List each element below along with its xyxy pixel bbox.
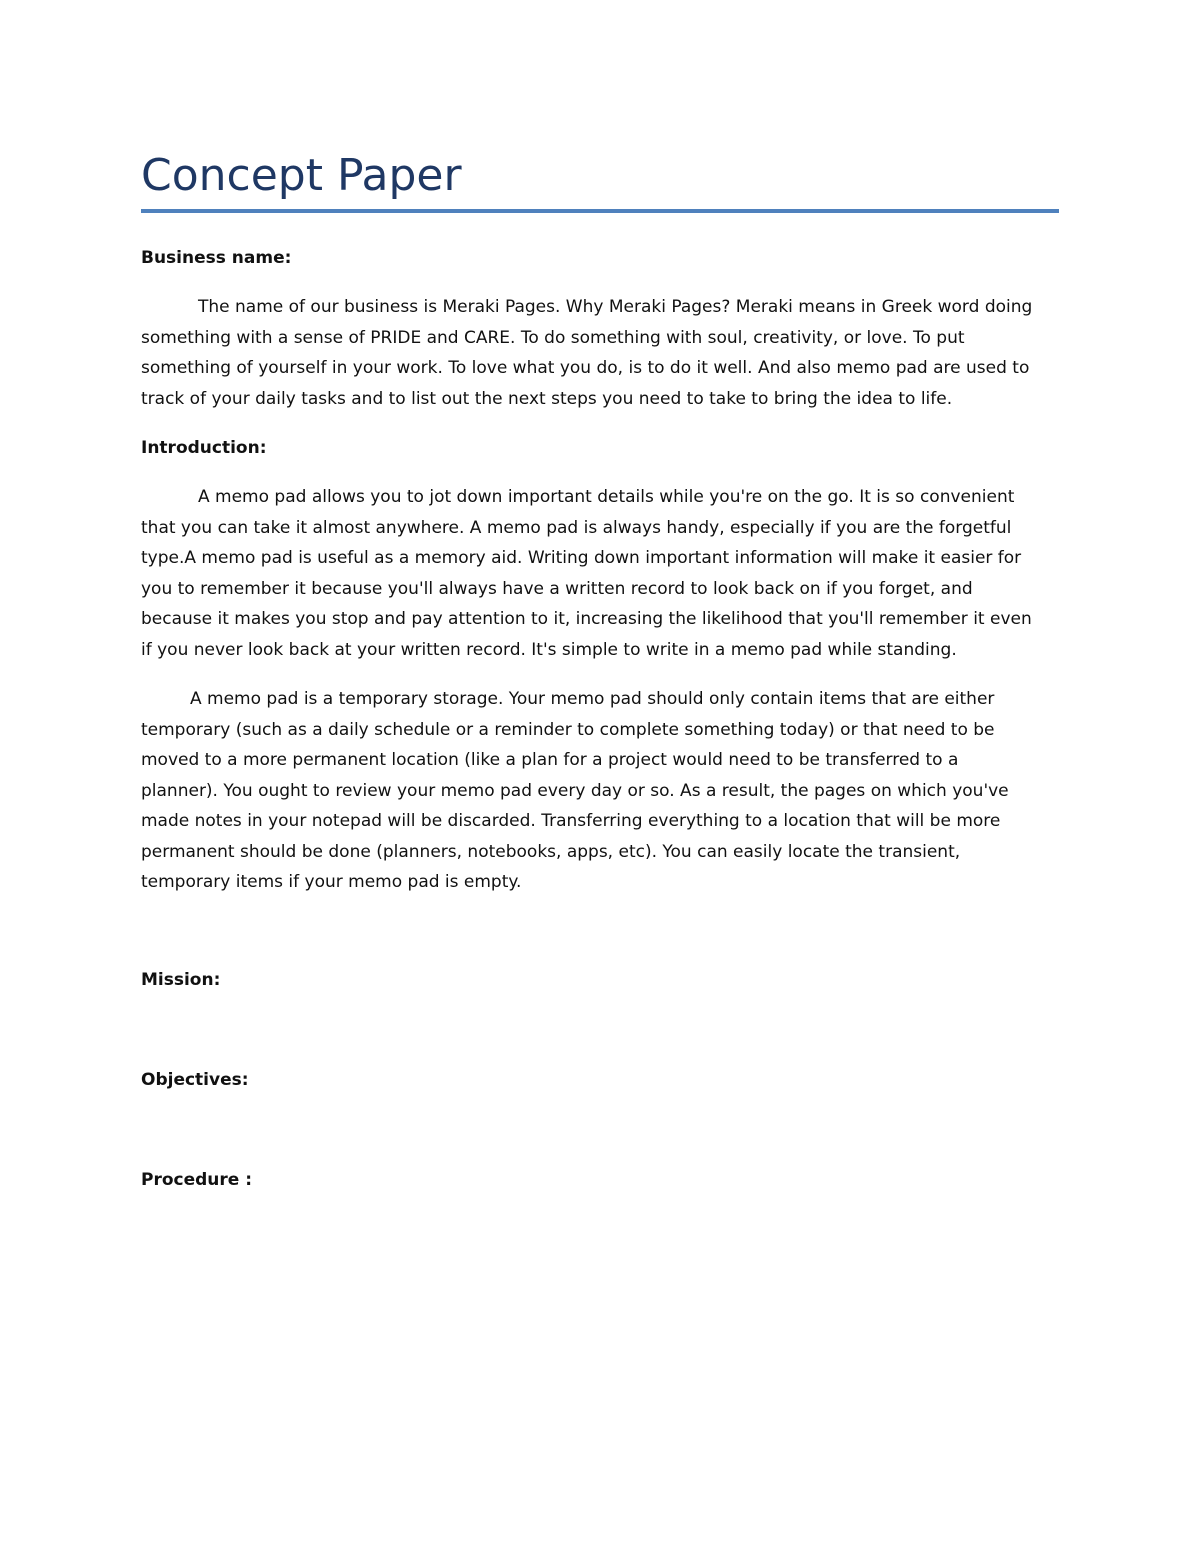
paragraph-line: track of your daily tasks and to list out the next steps you need to take to bring the idea to life. — [141, 388, 953, 409]
introduction-paragraph-1 — [141, 482, 1059, 665]
paragraph-line: planner). You ought to review your memo pad every day or so. As a result, the pages on which you've — [141, 780, 1009, 801]
business-name-paragraph — [141, 292, 1059, 414]
paragraph-line: you to remember it because you'll always have a written record to look back on if you forget, and — [141, 578, 973, 599]
mission-heading: Mission: — [141, 970, 221, 990]
introduction-paragraph-2 — [141, 684, 1059, 898]
paragraph-line: moved to a more permanent location (like a plan for a project would need to be transferred to a — [141, 750, 959, 770]
title-underline-rule — [141, 209, 1059, 213]
business-name-heading: Business name: — [141, 248, 292, 268]
document-title: Concept Paper — [141, 150, 462, 201]
paragraph-line: permanent should be done (planners, notebooks, apps, etc). You can easily locate the transient, — [141, 841, 961, 862]
paragraph-line: A memo pad allows you to jot down important details while you're on the go. It is so convenient — [198, 487, 1015, 507]
paragraph-line: temporary (such as a daily schedule or a reminder to complete something today) or that need to be — [141, 719, 995, 740]
introduction-heading: Introduction: — [141, 438, 267, 458]
paragraph-line: something of yourself in your work. To love what you do, is to do it well. And also memo pad are used to — [141, 358, 1030, 378]
paragraph-line: temporary items if your memo pad is empty. — [141, 872, 522, 892]
paragraph-line: that you can take it almost anywhere. A memo pad is always handy, especially if you are the forgetful — [141, 517, 1012, 538]
paragraph-line: A memo pad is a temporary storage. Your memo pad should only contain items that are either — [190, 689, 995, 709]
paragraph-line: something with a sense of PRIDE and CARE. To do something with soul, creativity, or love. To put — [141, 327, 965, 348]
procedure-heading: Procedure : — [141, 1170, 253, 1190]
paragraph-line: if you never look back at your written record. It's simple to write in a memo pad while standing. — [141, 639, 957, 660]
paragraph-line: made notes in your notepad will be discarded. Transferring everything to a location that will be more — [141, 811, 1001, 831]
paragraph-line: type.A memo pad is useful as a memory aid. Writing down important information will make it easier for — [141, 548, 1022, 568]
paragraph-line: The name of our business is Meraki Pages. Why Meraki Pages? Meraki means in Greek word doing — [198, 297, 1033, 317]
objectives-heading: Objectives: — [141, 1070, 249, 1090]
paragraph-line: because it makes you stop and pay attention to it, increasing the likelihood that you'll remember it even — [141, 609, 1032, 629]
